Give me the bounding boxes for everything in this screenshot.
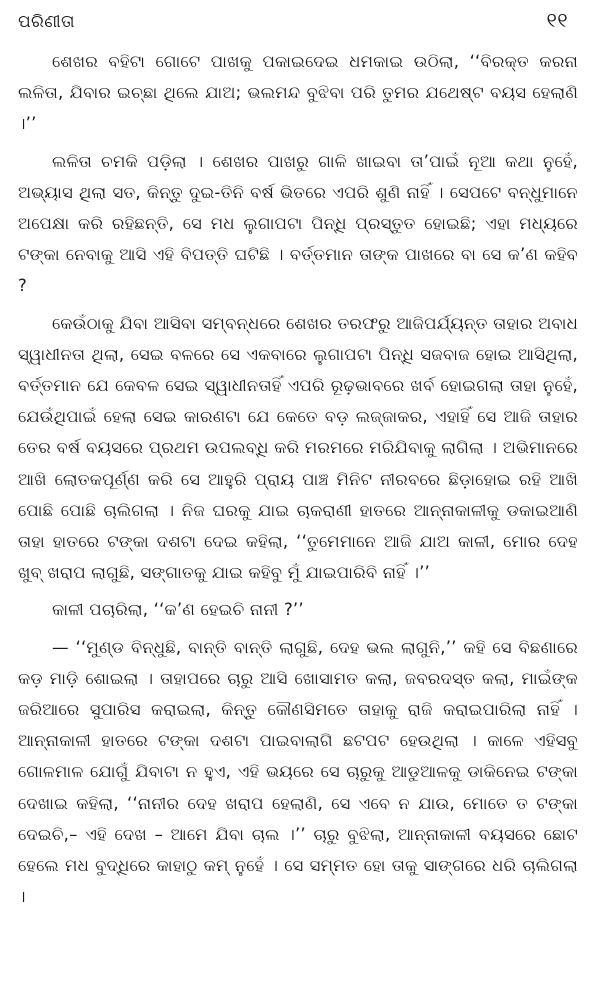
body-text <box>18 46 578 912</box>
page-number: ୧୧ <box>546 8 568 32</box>
paragraph: ଲଳିତା ଚମକି ପଡ଼ିଲା । ଶେଖର ପାଖରୁ ଗାଳି ଖାଇବା ତା’ପାଇଁ ନୂଆ କଥା ନୁହେଁ, ଅଭ୍ୟାସ ଥିଲା ସତ, କିନ୍ତୁ ଦୁଇ-ତିନି ବର୍ଷ ଭିତରେ ଏପରି ଶୁଣି ନାହିଁ । ସେପଟେ ବନ୍ଧୁମାନେ ଅପେକ୍ଷା କରି ରହିଛନ୍ତି, ସେ ମଧ ଲୁଗାପଟା ପିନ୍ଧି ପ୍ରସ୍ତୁତ ହୋଇଛି; ଏହା ମଧ୍ୟରେ ଟଙ୍କା ନେବାକୁ ଆସି ଏହି ବିପତ୍ତି ଘଟିଛି । ବର୍ତ୍ତମାନ ତାଙ୍କ ପାଖରେ ବା ସେ କ’ଣ କହିବ ? <box>18 151 578 296</box>
paragraph: କେଉଁଠାକୁ ଯିବା ଆସିବା ସମ୍ବନ୍ଧରେ ଶେଖର ତରଫରୁ ଆଜିପର୍ଯ୍ୟନ୍ତ ତାହାର ଅବାଧ ସ୍ୱାଧୀନତା ଥିଲା, ସେଇ ବଳରେ ସେ ଏକବାରେ ଲୁଗାପଟା ପିନ୍ଧି ସଜବାଜ ହୋଇ ଆସିଥିଲା, ବର୍ତ୍ତମାନ ଯେ କେବଳ ସେଇ ସ୍ୱାଧୀନତାହିଁ ଏପରି ରୂଢ଼ଭାବରେ ଖର୍ବ ହୋଇଗଲା ତାହା ନୁହେଁ, ଯେଉଁଥିପାଇଁ ହେଲା ସେଇ କାରଣଟା ଯେ କେତେ ବଡ଼ ଲଜ୍ଜାକର, ଏହାହିଁ ସେ ଆଜି ତାହାର ତେର ବର୍ଷ ବୟସରେ ପ୍ରଥମ ଉପଲବ୍ଧି କରି ମରମରେ ମରିଯିବାକୁ ଲାଗିଲା । ଅଭିମାନରେ ଆଖି ଲୋତକପୂର୍ଣ୍ଣ କରି ସେ ଆହୁରି ପ୍ରାୟ ପାଞ୍ଚ ମିନିଟ ନୀରବରେ ଛିଡ଼ାହୋଇ ରହି ଆଖି ପୋଛି ପୋଛି ଚାଲିଗଲା । ନିଜ ଘରକୁ ଯାଇ ଚାକରାଣୀ ହାତରେ ଆନ୍ନାକାଳୀକୁ ଡକାଇଆଣି ତାହା ହାତରେ ଟଙ୍କା ଦଶଟା ଦେଇ କହିଲା, ‘‘ତୁମେମାନେ ଆଜି ଯାଅ କାଳୀ, ମୋର ଦେହ ଖୁବ୍ ଖରାପ ଲାଗୁଛି, ସଙ୍ଗାତକୁ ଯାଇ କହିବୁ ମୁଁ ଯାଇପାରିବି ନାହିଁ ।’’ <box>18 313 578 583</box>
running-header <box>18 8 578 38</box>
paragraph: ଶେଖର ବହିଟା ଗୋଟେ ପାଖକୁ ପକାଇଦେଇ ଧମକାଇ ଉଠିଲା, ‘‘ବିରକ୍ତ କରନା ଲଳିତା, ଯିବାର ଇଚ୍ଛା ଥିଲେ ଯାଅ; ଭଲମନ୍ଦ ବୁଝିବା ପରି ତୁମର ଯଥେଷ୍ଟ ବୟସ ହେଲାଣି ।’’ <box>18 52 578 134</box>
paragraph: — ‘‘ମୁଣ୍ଡ ବିନ୍ଧୁଛି, ବାନ୍ତି ବାନ୍ତି ଲାଗୁଛି, ଦେହ ଭଲ ଲାଗୁନି,’’ କହି ସେ ବିଛଣାରେ କଡ଼ ମାଡ଼ି ଶୋଇଲା । ତାହାପରେ ଚାରୁ ଆସି ଖୋସାମତ କଲା, ଜବରଦସ୍ତ କଲା, ମାଇଁଙ୍କ ଜରିଆରେ ସୁପାରିସ କରାଇଲା, କିନ୍ତୁ କୌଣସିମତେ ତାହାକୁ ରାଜି କରାଇପାରିଲା ନାହିଁ । ଆନ୍ନାକାଳୀ ହାତରେ ଟଙ୍କା ଦଶଟା ପାଇବାଲାଗି ଛଟପଟ ହେଉଥିଲା । କାଳେ ଏହିସବୁ ଗୋଳମାଳ ଯୋଗୁଁ ଯିବାଟା ନ ହୁଏ, ଏହି ଭୟରେ ସେ ଚାରୁକୁ ଆଡୁଆଳକୁ ଡାକିନେଇ ଟଙ୍କା ଦେଖାଇ କହିଲା, ‘‘ନାନୀର ଦେହ ଖରାପ ହେଲାଣି, ସେ ଏବେ ନ ଯାଉ, ମୋତେ ତ ଟଙ୍କା ଦେଇଚି,– ଏହି ଦେଖ – ଆମେ ଯିବା ଚାଲ ।’’ ଚାରୁ ବୁଝିଲା, ଆନ୍ନାକାଳୀ ବୟସରେ ଛୋଟ ହେଲେ ମଧ ବୁଦ୍ଧିରେ କାହାଠୁ କମ୍ ନୁହେଁ । ସେ ସମ୍ମତ ହୋ ତାକୁ ସାଙ୍ଗରେ ଧରି ଚାଲିଗଲା । <box>18 637 578 907</box>
header-book-title: ପରିଣୀତା <box>18 12 75 32</box>
paragraph: କାଳୀ ପଚାରିଲା, ‘‘କ’ଣ ହେଇଚି ନାନୀ ?’’ <box>52 600 304 620</box>
